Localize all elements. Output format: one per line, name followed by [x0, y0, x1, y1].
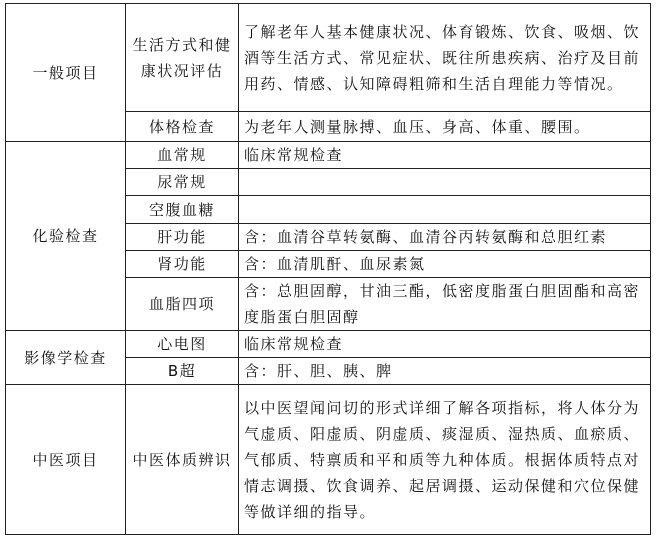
item-cell: B超 — [126, 358, 239, 385]
item-cell: 尿常规 — [126, 169, 239, 196]
description-cell: 含：总胆固醇，甘油三酯，低密度脂蛋白胆固酯和高密度脂蛋白胆固醇 — [239, 278, 651, 331]
item-cell: 心电图 — [126, 331, 239, 358]
item-cell: 体格检查 — [126, 112, 239, 142]
description-cell: 以中医望闻问切的形式详细了解各项指标，将人体分为气虚质、阳虚质、阴虚质、痰湿质、湿热质、血瘀质、气郁质、特禀质和平和质等九种体质。根据体质特点对情志调摄、饮食调养、起居调摄、运动保健和穴位保健等做详细的指导。 — [239, 385, 651, 535]
description-cell — [239, 196, 651, 224]
description-cell: 临床常规检查 — [239, 331, 651, 358]
description-cell: 含：血清肌酐、血尿素氮 — [239, 251, 651, 278]
description-cell: 含：血清谷草转氨酶、血清谷丙转氨酶和总胆红素 — [239, 224, 651, 251]
table-row — [6, 4, 651, 112]
category-cell: 中医项目 — [6, 385, 126, 535]
item-cell: 肾功能 — [126, 251, 239, 278]
item-cell: 生活方式和健康状况评估 — [126, 4, 239, 112]
item-cell: 空腹血糖 — [126, 196, 239, 224]
item-cell: 中医体质辨识 — [126, 385, 239, 535]
category-cell: 化验检查 — [6, 142, 126, 331]
table-row — [6, 385, 651, 535]
item-cell: 肝功能 — [126, 224, 239, 251]
description-cell — [239, 169, 651, 196]
description-cell: 为老年人测量脉搏、血压、身高、体重、腰围。 — [239, 112, 651, 142]
description-cell: 含：肝、胆、胰、脾 — [239, 358, 651, 385]
item-cell: 血常规 — [126, 142, 239, 169]
category-cell: 影像学检查 — [6, 331, 126, 385]
health-exam-table — [5, 3, 651, 535]
item-cell: 血脂四项 — [126, 278, 239, 331]
description-cell: 临床常规检查 — [239, 142, 651, 169]
category-cell: 一般项目 — [6, 4, 126, 142]
description-cell: 了解老年人基本健康状况、体育锻炼、饮食、吸烟、饮酒等生活方式、常见症状、既往所患疾病、治疗及目前用药、情感、认知障碍粗筛和生活自理能力等情况。 — [239, 4, 651, 112]
table-row — [6, 331, 651, 358]
table-row — [6, 142, 651, 169]
